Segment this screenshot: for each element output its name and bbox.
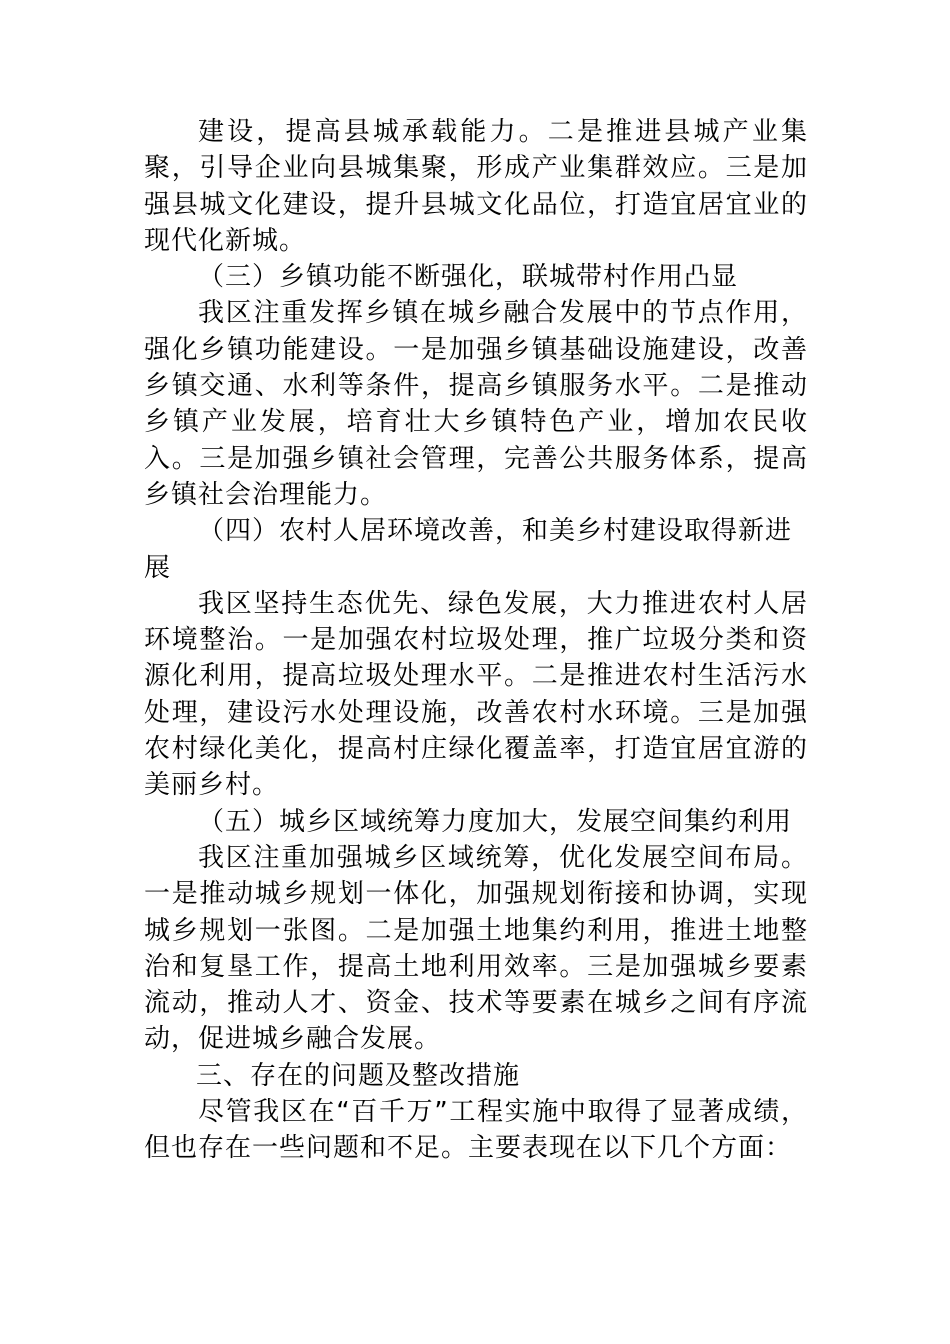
chapter-heading: 三、存在的问题及整改措施: [196, 1060, 521, 1091]
body-paragraph: 我区注重发挥乡镇在城乡融合发展中的节点作用，强化乡镇功能建设。一是加强乡镇基础设施建设，改善乡镇交通、水利等条件，提高乡镇服务水平。二是推动乡镇产业发展，培育壮大乡镇特色产业，增加农民收入。三是加强乡镇社会管理，完善公共服务体系，提高乡镇社会治理能力。: [144, 298, 808, 510]
section-heading: （三）乡镇功能不断强化，联城带村作用凸显: [198, 262, 739, 293]
section-heading: （五）城乡区域统筹力度加大，发展空间集约利用: [198, 806, 793, 837]
body-paragraph: 建设，提高县城承载能力。二是推进县城产业集聚，引导企业向县城集聚，形成产业集群效应。三是加强县城文化建设，提升县城文化品位，打造宜居宜业的现代化新城。: [144, 117, 808, 256]
document-page: [144, 114, 808, 1167]
section-heading: （四）农村人居环境改善，和美乡村建设取得新进展: [144, 516, 793, 583]
body-paragraph: 我区注重加强城乡区域统筹，优化发展空间布局。一是推动城乡规划一体化，加强规划衔接和协调，实现城乡规划一张图。二是加强土地集约利用，推进土地整治和复垦工作，提高土地利用效率。三是加强城乡要素流动，推动人才、资金、技术等要素在城乡之间有序流动，促进城乡融合发展。: [144, 842, 808, 1055]
body-paragraph: 我区坚持生态优先、绿色发展，大力推进农村人居环境整治。一是加强农村垃圾处理，推广垃圾分类和资源化利用，提高垃圾处理水平。二是推进农村生活污水处理，建设污水处理设施，改善农村水环境。三是加强农村绿化美化，提高村庄绿化覆盖率，打造宜居宜游的美丽乡村。: [144, 588, 808, 801]
body-paragraph: 尽管我区在“百千万”工程实施中取得了显著成绩，但也存在一些问题和不足。主要表现在以下几个方面：: [144, 1097, 808, 1164]
